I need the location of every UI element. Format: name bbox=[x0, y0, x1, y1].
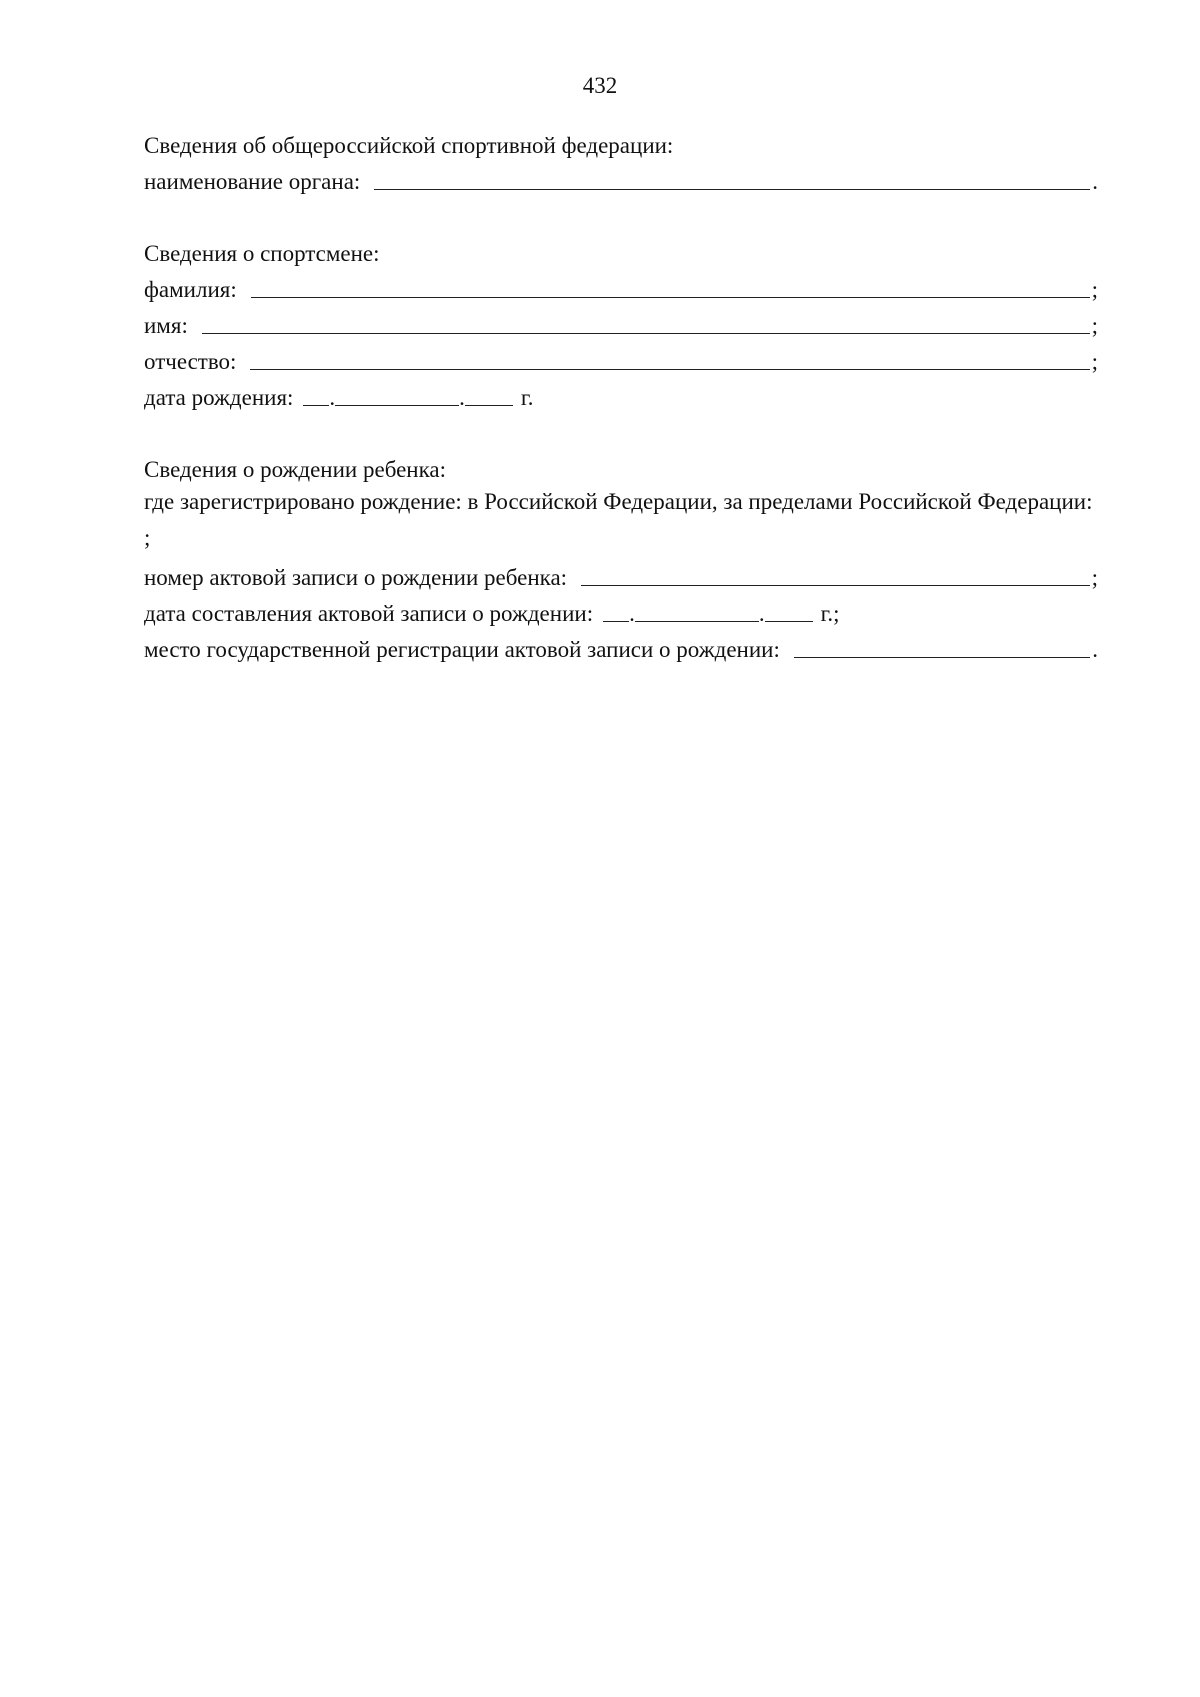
athlete-heading bbox=[144, 232, 1098, 268]
act-date-month-field[interactable] bbox=[635, 599, 759, 622]
act-number-end: ; bbox=[1091, 565, 1098, 590]
registration-place-label: место государственной регистрации актовой записи о рождении: bbox=[144, 637, 780, 662]
birth-heading-text: Сведения о рождении ребенка: bbox=[144, 457, 447, 482]
act-number-row bbox=[144, 556, 1098, 592]
act-date-suffix: г.; bbox=[820, 601, 840, 626]
organ-name-label: наименование органа: bbox=[144, 169, 361, 194]
name-end: ; bbox=[1091, 313, 1098, 338]
federation-heading bbox=[144, 124, 1098, 160]
act-date-dot-1: . bbox=[629, 601, 635, 626]
name-row bbox=[144, 304, 1098, 340]
birthdate-year-suffix: г. bbox=[520, 385, 534, 410]
birthdate-day-field[interactable] bbox=[303, 383, 329, 406]
birthdate-dot-1: . bbox=[329, 385, 336, 410]
organ-name-field[interactable] bbox=[374, 167, 1090, 190]
name-label: имя: bbox=[144, 313, 188, 338]
organ-name-row bbox=[144, 160, 1098, 196]
form-content bbox=[144, 124, 1098, 664]
patronymic-label: отчество: bbox=[144, 349, 237, 374]
act-date-day-field[interactable] bbox=[603, 599, 629, 622]
organ-name-end: . bbox=[1092, 169, 1098, 194]
surname-field[interactable] bbox=[251, 275, 1090, 298]
birth-heading bbox=[144, 448, 1098, 484]
registration-place-row bbox=[144, 628, 1098, 664]
birthdate-year-field[interactable] bbox=[465, 383, 513, 406]
name-field[interactable] bbox=[202, 311, 1090, 334]
section-gap bbox=[144, 412, 1098, 448]
surname-label: фамилия: bbox=[144, 277, 237, 302]
birthdate-label: дата рождения: bbox=[144, 385, 294, 410]
patronymic-field[interactable] bbox=[250, 347, 1089, 370]
birthdate-dot-2: . bbox=[459, 385, 465, 410]
birthdate-month-field[interactable] bbox=[335, 383, 459, 406]
surname-row bbox=[144, 268, 1098, 304]
birthdate-row bbox=[144, 376, 1098, 412]
surname-end: ; bbox=[1091, 277, 1098, 302]
section-gap bbox=[144, 196, 1098, 232]
registration-place-end: . bbox=[1092, 637, 1098, 662]
page-number: 432 bbox=[582, 73, 618, 98]
birth-registered-text: где зарегистрировано рождение: в Российской Федерации, за пределами Российской Федерации: ; bbox=[144, 489, 1093, 550]
federation-heading-text: Сведения об общероссийской спортивной федерации: bbox=[144, 133, 674, 158]
act-number-field[interactable] bbox=[581, 563, 1090, 586]
act-date-label: дата составления актовой записи о рождении: bbox=[144, 601, 594, 626]
registration-place-field[interactable] bbox=[794, 635, 1090, 658]
act-date-dot-2: . bbox=[758, 601, 765, 626]
patronymic-row bbox=[144, 340, 1098, 376]
patronymic-end: ; bbox=[1091, 349, 1098, 374]
act-number-label: номер актовой записи о рождении ребенка: bbox=[144, 565, 568, 590]
act-date-row bbox=[144, 592, 1098, 628]
athlete-heading-text: Сведения о спортсмене: bbox=[144, 241, 380, 266]
act-date-year-field[interactable] bbox=[765, 599, 813, 622]
